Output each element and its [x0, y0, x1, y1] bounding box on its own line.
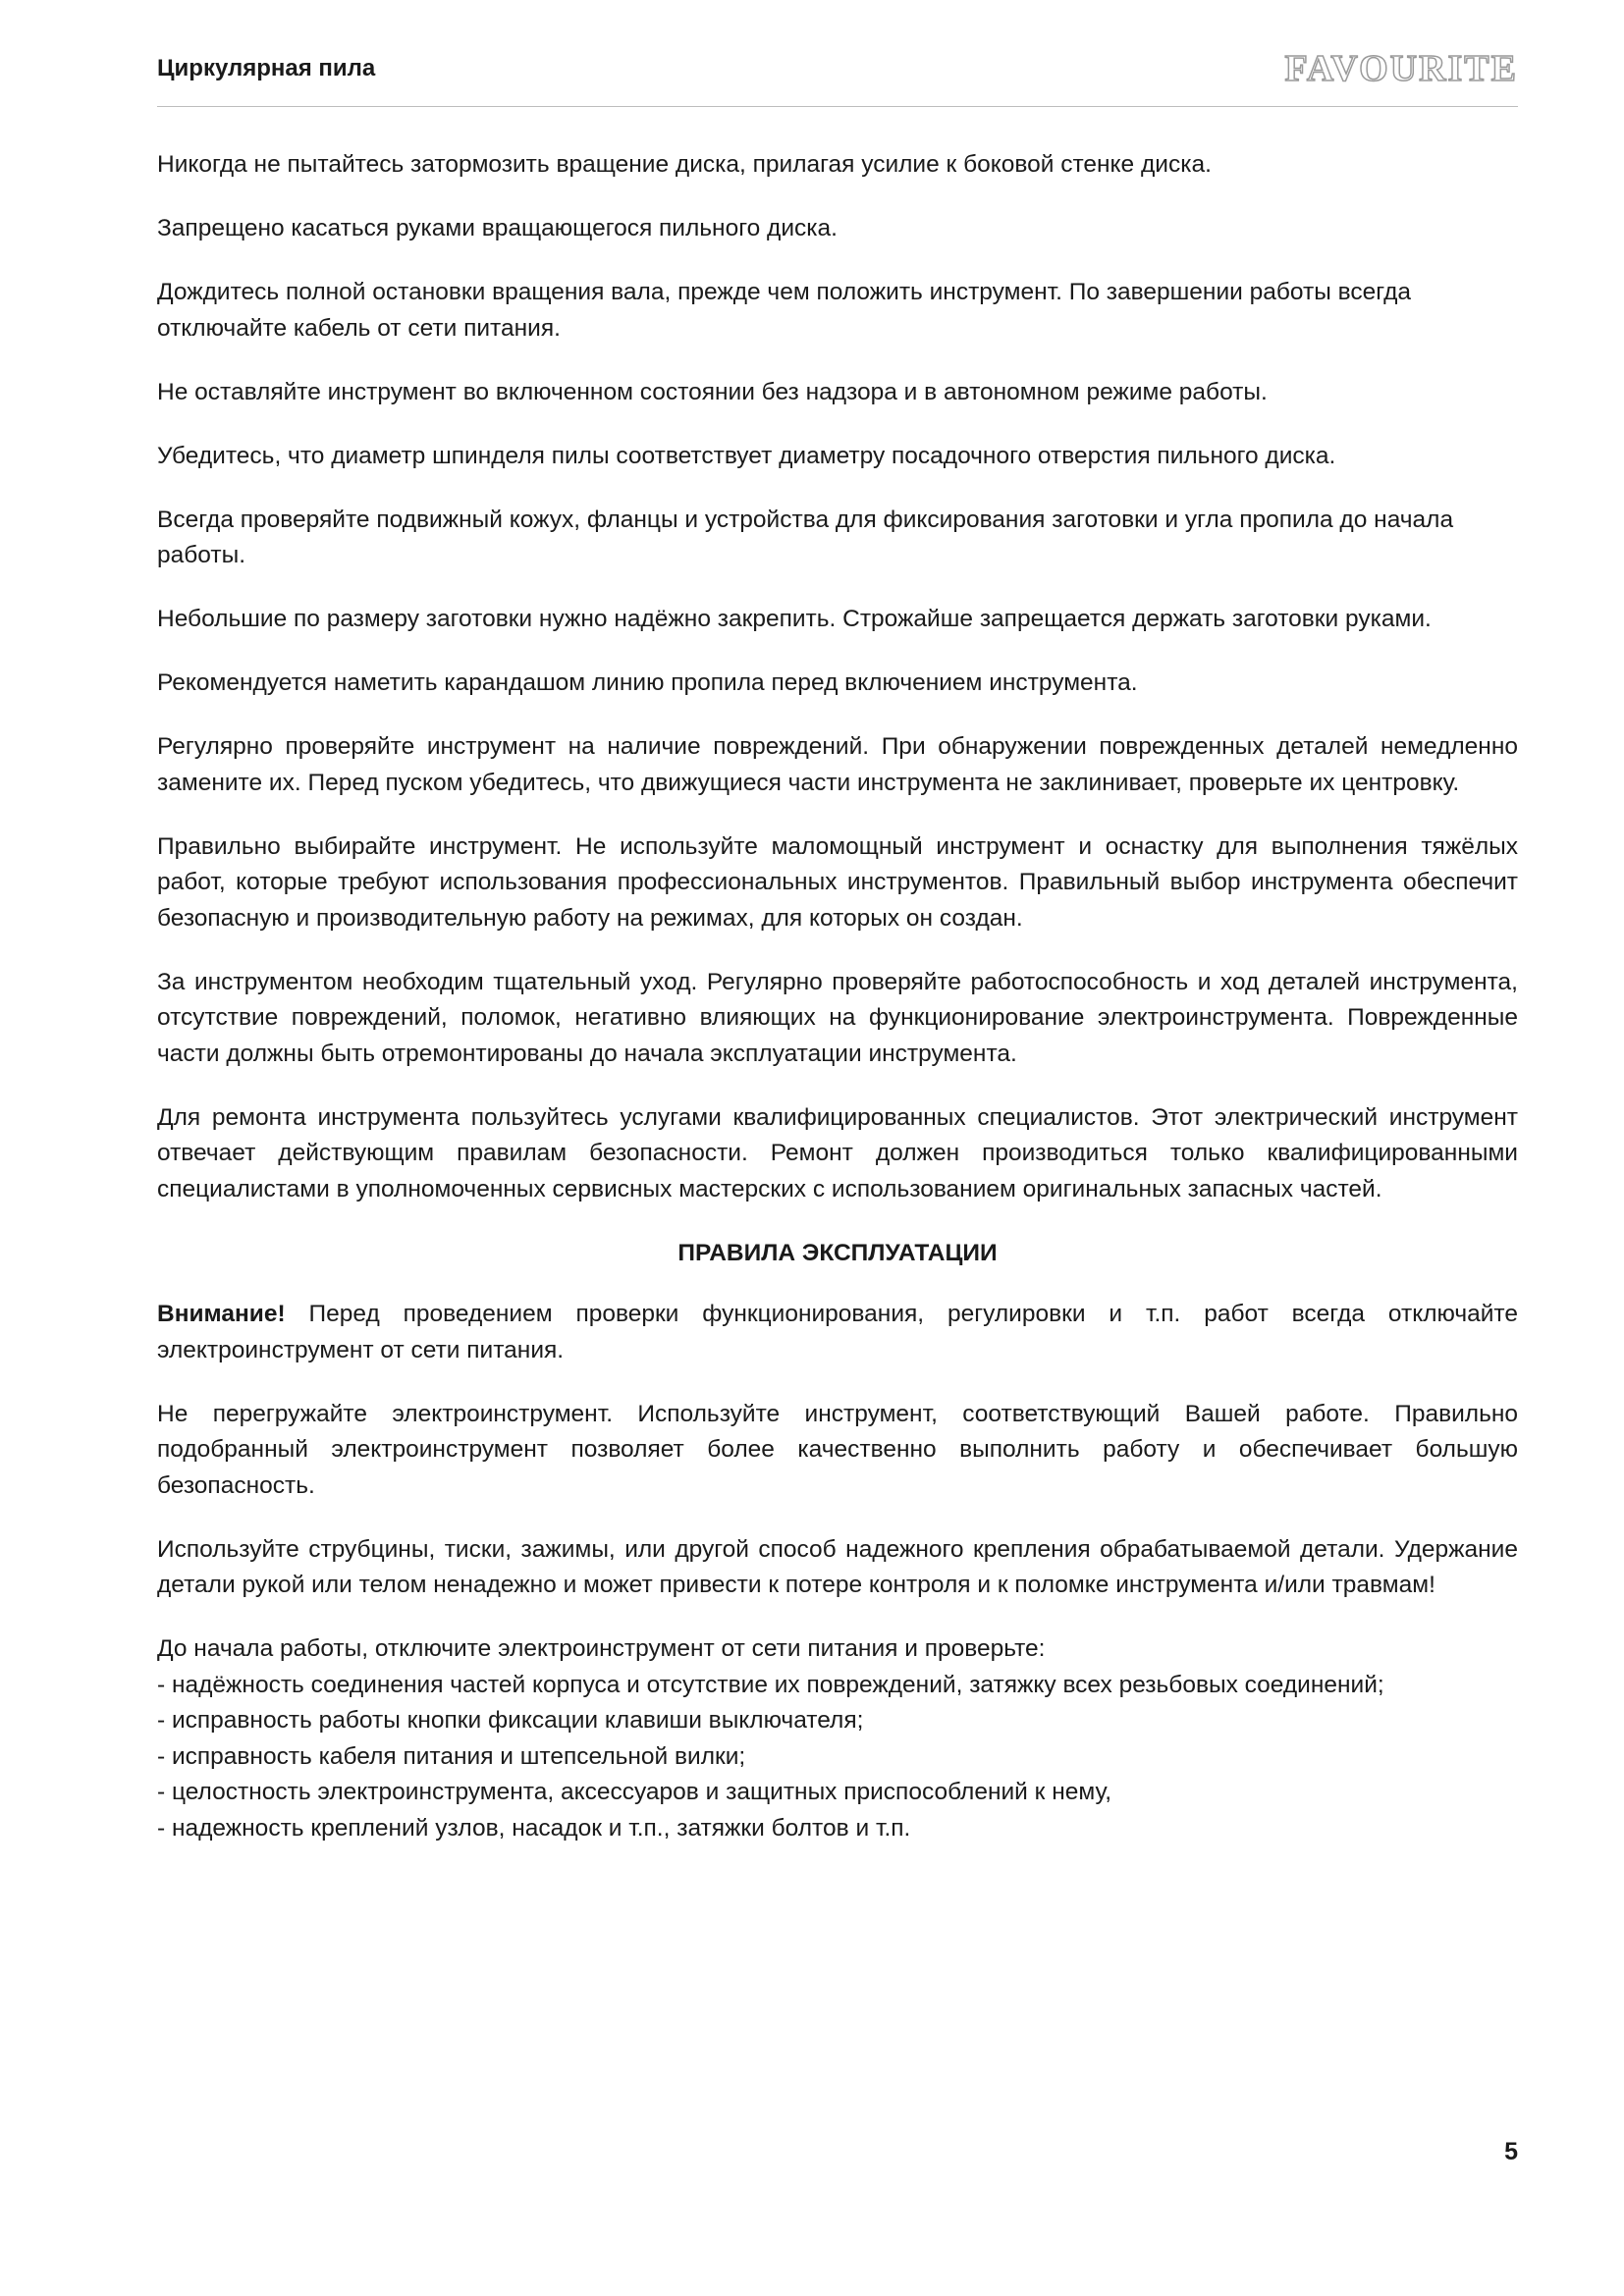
paragraph: Убедитесь, что диаметр шпинделя пилы соответствует диаметру посадочного отверстия пильного диска. — [157, 442, 1336, 469]
page-header — [157, 47, 1518, 107]
paragraph: За инструментом необходим тщательный уход. Регулярно проверяйте работоспособность и ход деталей инструмента, отсутствие повреждений, поломок, негативно влияющих на функционирование электроинструмента. Поврежденные части должны быть отремонтированы до начала эксплуатации инструмента. — [157, 968, 1518, 1067]
brand-logo: FAVOURITE — [1284, 48, 1518, 89]
paragraph: Не оставляйте инструмент во включенном состоянии без надзора и в автономном режиме работы. — [157, 378, 1268, 405]
document-title: Циркулярная пила — [157, 55, 376, 81]
warning-text: Перед проведением проверки функционирования, регулировки и т.п. работ всегда отключайте электроинструмент от сети питания. — [157, 1301, 1518, 1363]
paragraph: Используйте струбцины, тиски, зажимы, или другой способ надежного крепления обрабатываемой детали. Удержание детали рукой или телом ненадежно и может привести к потере контроля и к поломке инструмента и/или травмам! — [157, 1535, 1518, 1598]
paragraph: Правильно выбирайте инструмент. Не используйте маломощный инструмент и оснастку для выполнения тяжёлых работ, которые требуют использования профессиональных инструментов. Правильный выбор инструмента обеспечит безопасную и производительную работу на режимах, для которых он создан. — [157, 832, 1518, 932]
paragraph: Регулярно проверяйте инструмент на наличие повреждений. При обнаружении поврежденных деталей немедленно замените их. Перед пуском убедитесь, что движущиеся части инструмента не заклинивает, проверьте их центровку. — [157, 733, 1518, 796]
checklist-intro: До начала работы, отключите электроинструмент от сети питания и проверьте: — [157, 1635, 1046, 1662]
checklist-item: - целостность электроинструмента, аксессуаров и защитных приспособлений к нему, — [157, 1779, 1112, 1805]
section-heading: ПРАВИЛА ЭКСПЛУАТАЦИИ — [677, 1239, 998, 1266]
paragraph: Дождитесь полной остановки вращения вала, прежде чем положить инструмент. По завершении работы всегда отключайте кабель от сети питания. — [157, 279, 1412, 342]
paragraph: Рекомендуется наметить карандашом линию пропила перед включением инструмента. — [157, 669, 1138, 696]
checklist — [157, 1631, 1518, 1846]
paragraph: Запрещено касаться руками вращающегося пильного диска. — [157, 215, 838, 241]
checklist-item: - исправность кабеля питания и штепсельной вилки; — [157, 1742, 746, 1770]
paragraph: Не перегружайте электроинструмент. Используйте инструмент, соответствующий Вашей работе. Правильно подобранный электроинструмент позволяет более качественно выполнить работу и обеспечивает большую безопасность. — [157, 1400, 1518, 1499]
paragraph: Небольшие по размеру заготовки нужно надёжно закрепить. Строжайше запрещается держать заготовки руками. — [157, 606, 1432, 632]
checklist-item: - надежность креплений узлов, насадок и т.п., затяжки болтов и т.п. — [157, 1814, 911, 1842]
warning-label: Внимание! — [157, 1301, 286, 1327]
warning-paragraph — [157, 1297, 1518, 1368]
page-content — [157, 147, 1518, 1846]
paragraph: Никогда не пытайтесь затормозить вращение диска, прилагая усилие к боковой стенке диска. — [157, 151, 1212, 178]
checklist-item: - надёжность соединения частей корпуса и отсутствие их повреждений, затяжку всех резьбовых соединений; — [157, 1671, 1384, 1698]
checklist-item: - исправность работы кнопки фиксации клавиши выключателя; — [157, 1707, 864, 1734]
paragraph: Для ремонта инструмента пользуйтесь услугами квалифицированных специалистов. Этот электрический инструмент отвечает действующим правилам безопасности. Ремонт должен производиться только квалифицированными специалистами в уполномоченных сервисных мастерских с использованием оригинальных запасных частей. — [157, 1103, 1518, 1202]
paragraph: Всегда проверяйте подвижный кожух, фланцы и устройства для фиксирования заготовки и угла пропила до начала работы. — [157, 506, 1454, 568]
page-number: 5 — [1504, 2138, 1518, 2165]
